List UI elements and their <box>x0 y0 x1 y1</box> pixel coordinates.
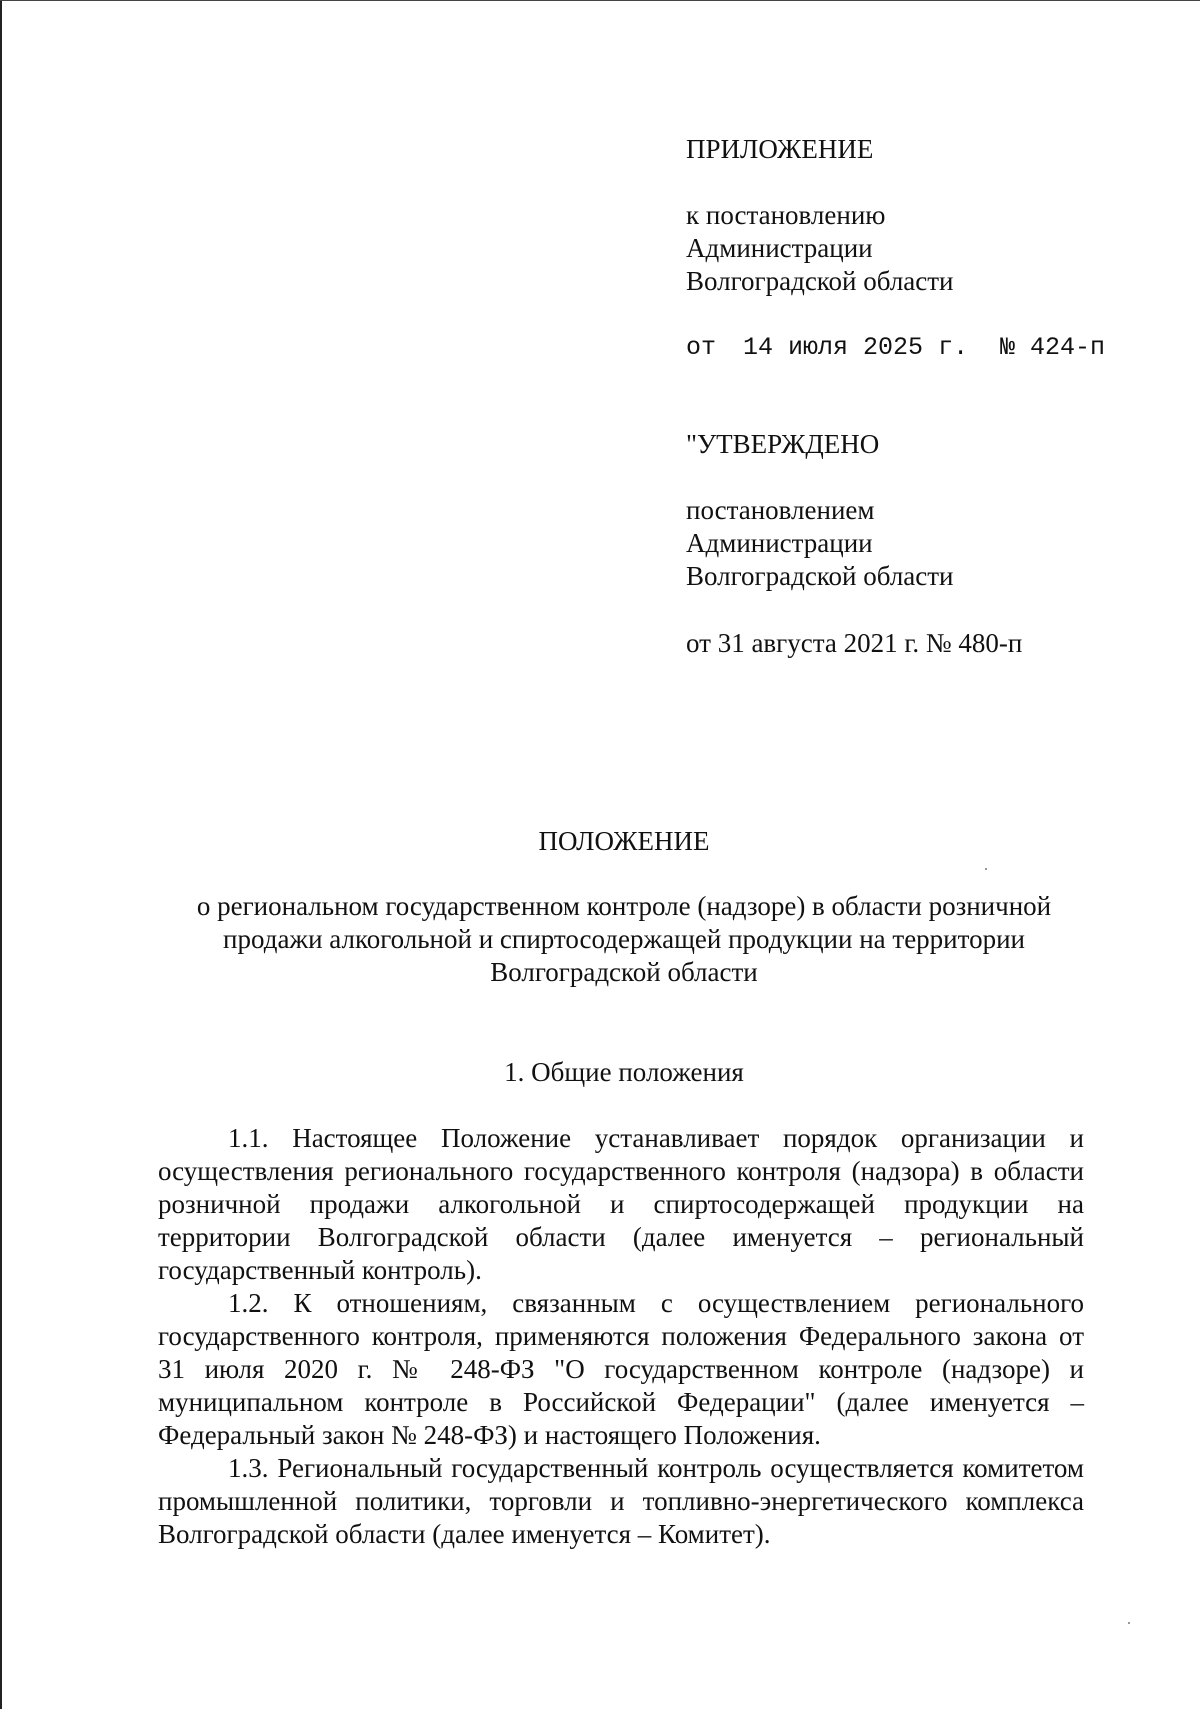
appendix-line-3: Волгоградской области <box>686 266 954 296</box>
paragraph-1-3: 1.3. Региональный государственный контроль осуществляется комитетом промышленной политики, торговли и топливно-энергетического комплекса Волгоградской области (далее именуется – Комитет). <box>158 1453 1084 1549</box>
appendix-line-2: Администрации <box>686 233 873 263</box>
paragraph-1-1: 1.1. Настоящее Положение устанавливает порядок организации и осуществления регионального государственного контроля (надзора) в области розничной продажи алкогольной и спиртосодержащей продукции на территории Волгоградской области (далее именуется – региональный государственный контроль). <box>158 1123 1084 1285</box>
subtitle-line-1: о региональном государственном контроле (надзоре) в области розничной <box>196 891 1052 921</box>
appendix-to-resolution <box>686 199 954 298</box>
scan-edge-top <box>0 0 1200 1</box>
document-title: ПОЛОЖЕНИЕ <box>538 826 710 856</box>
approved-line-1: постановлением <box>686 495 875 525</box>
document-subtitle <box>0 890 1200 989</box>
appendix-number: № 424-п <box>1000 333 1106 362</box>
approved-line-2: Администрации <box>686 528 873 558</box>
approved-line-3: Волгоградской области <box>686 561 954 591</box>
appendix-date-line <box>686 333 1106 362</box>
approved-label: "УТВЕРЖДЕНО <box>686 429 880 459</box>
scan-speck <box>985 868 987 870</box>
scan-speck <box>1128 1622 1130 1624</box>
appendix-label: ПРИЛОЖЕНИЕ <box>686 134 874 164</box>
approved-date-number: от 31 августа 2021 г. № 480-п <box>686 628 1023 658</box>
section-heading: 1. Общие положения <box>504 1057 744 1087</box>
appendix-date-prefix: от <box>686 333 717 362</box>
subtitle-line-3: Волгоградской области <box>490 957 758 987</box>
paragraph-1-2: 1.2. К отношениям, связанным с осуществлением регионального государственного контроля, применяются положения Федерального закона от 31 июля 2020 г. № 248-ФЗ "О государственном контроле (надзоре) и муниципальном контроле в Российской Федерации" (далее именуется – Федеральный закон № 248-ФЗ) и настоящего Положения. <box>158 1288 1084 1450</box>
approved-by <box>686 494 954 593</box>
document-body <box>158 1122 1084 1551</box>
subtitle-line-2: продажи алкогольной и спиртосодержащей продукции на территории <box>223 924 1025 954</box>
appendix-date: 14 июля 2025 г. <box>743 333 969 362</box>
appendix-line-1: к постановлению <box>686 200 886 230</box>
